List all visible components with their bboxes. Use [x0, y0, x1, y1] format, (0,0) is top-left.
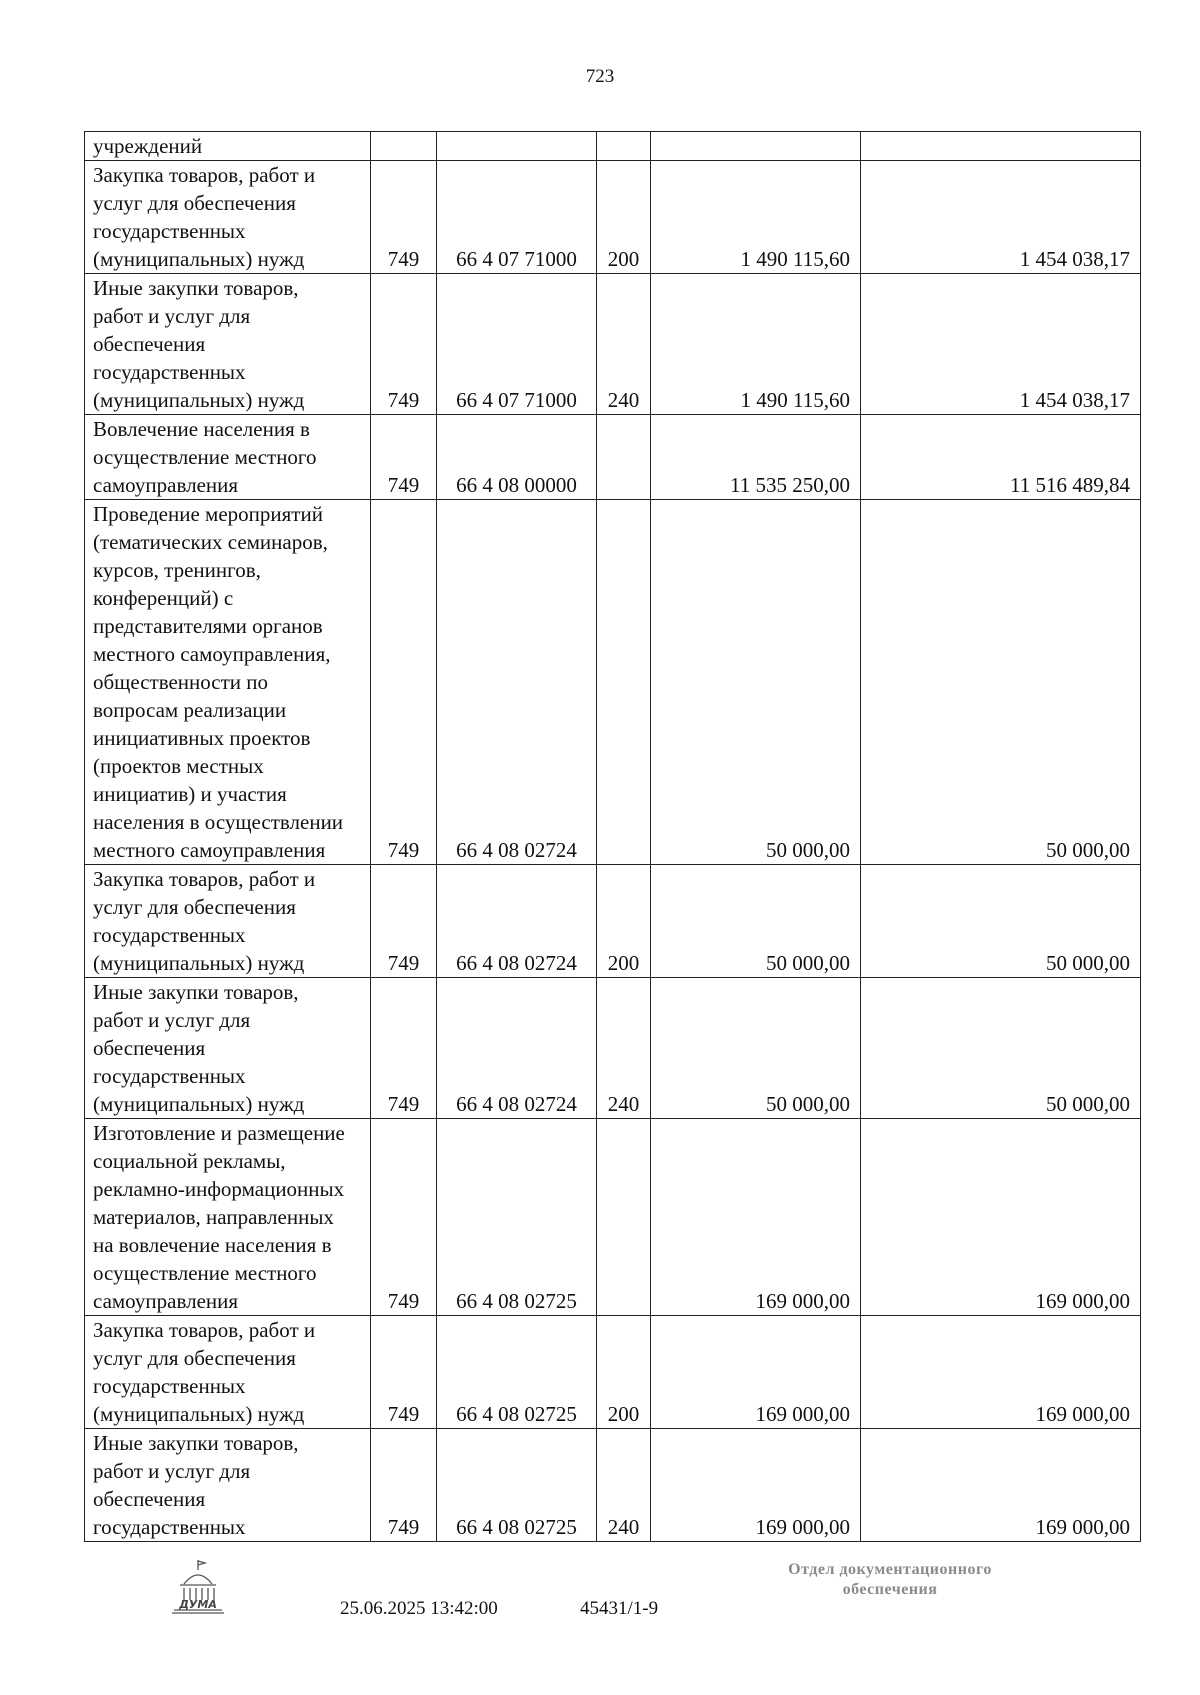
- row-gl: 749: [371, 274, 437, 415]
- row-name: Вовлечение населения в осуществление местного самоуправления: [85, 415, 371, 500]
- table-row: [85, 274, 1141, 415]
- row-gl: 749: [371, 1316, 437, 1429]
- row-sum-2: 11 516 489,84: [861, 415, 1141, 500]
- department-stamp: Отдел документационного обеспечения: [788, 1561, 992, 1598]
- row-name: Изготовление и размещение социальной рекламы, рекламно-информационных материалов, направленных на вовлечение населения в осуществление местного самоуправления: [85, 1119, 371, 1316]
- row-sum-2: 169 000,00: [861, 1429, 1141, 1542]
- row-name: Иные закупки товаров, работ и услуг для обеспечения государственных (муниципальных) нужд: [85, 978, 371, 1119]
- row-vr: 240: [597, 1429, 651, 1542]
- row-csr: 66 4 08 02725: [437, 1119, 597, 1316]
- row-csr: 66 4 08 02724: [437, 978, 597, 1119]
- row-sum-1: 169 000,00: [651, 1316, 861, 1429]
- row-sum-2: 169 000,00: [861, 1119, 1141, 1316]
- row-name: Проведение мероприятий (тематических семинаров, курсов, тренингов, конференций) с представителями органов местного самоуправления, общественности по вопросам реализации инициативных проектов (проектов местных инициатив) и участия населения в осуществлении местного самоуправления: [85, 500, 371, 865]
- footer-datetime: 25.06.2025 13:42:00: [340, 1598, 498, 1619]
- row-sum-1: 169 000,00: [651, 1429, 861, 1542]
- row-csr: 66 4 08 02725: [437, 1316, 597, 1429]
- row-csr: 66 4 08 02724: [437, 865, 597, 978]
- row-gl: 749: [371, 161, 437, 274]
- row-sum-2: 169 000,00: [861, 1316, 1141, 1429]
- row-gl: [371, 132, 437, 161]
- row-sum-2: 1 454 038,17: [861, 161, 1141, 274]
- row-gl: 749: [371, 865, 437, 978]
- row-vr: [597, 132, 651, 161]
- table-row: [85, 865, 1141, 978]
- row-gl: 749: [371, 1119, 437, 1316]
- row-vr: [597, 415, 651, 500]
- duma-logo: [168, 1558, 228, 1619]
- row-vr: 200: [597, 865, 651, 978]
- row-name: Иные закупки товаров, работ и услуг для обеспечения государственных (муниципальных) нужд: [85, 274, 371, 415]
- row-csr: 66 4 07 71000: [437, 274, 597, 415]
- table-row: [85, 1316, 1141, 1429]
- row-sum-1: 50 000,00: [651, 865, 861, 978]
- row-sum-1: [651, 132, 861, 161]
- row-sum-2: [861, 132, 1141, 161]
- row-sum-1: 1 490 115,60: [651, 161, 861, 274]
- row-name: Иные закупки товаров, работ и услуг для обеспечения государственных: [85, 1429, 371, 1542]
- row-sum-1: 50 000,00: [651, 500, 861, 865]
- row-sum-2: 1 454 038,17: [861, 274, 1141, 415]
- row-vr: [597, 1119, 651, 1316]
- row-sum-2: 50 000,00: [861, 978, 1141, 1119]
- row-csr: 66 4 08 02724: [437, 500, 597, 865]
- row-csr: [437, 132, 597, 161]
- row-sum-1: 1 490 115,60: [651, 274, 861, 415]
- row-name: учреждений: [85, 132, 371, 161]
- row-gl: 749: [371, 500, 437, 865]
- table-row: [85, 1429, 1141, 1542]
- row-sum-1: 11 535 250,00: [651, 415, 861, 500]
- row-vr: [597, 500, 651, 865]
- row-vr: 200: [597, 1316, 651, 1429]
- row-gl: 749: [371, 978, 437, 1119]
- row-sum-1: 169 000,00: [651, 1119, 861, 1316]
- row-csr: 66 4 07 71000: [437, 161, 597, 274]
- table-row: [85, 978, 1141, 1119]
- row-sum-2: 50 000,00: [861, 865, 1141, 978]
- row-csr: 66 4 08 02725: [437, 1429, 597, 1542]
- row-csr: 66 4 08 00000: [437, 415, 597, 500]
- row-gl: 749: [371, 415, 437, 500]
- table-row: [85, 161, 1141, 274]
- row-name: Закупка товаров, работ и услуг для обеспечения государственных (муниципальных) нужд: [85, 1316, 371, 1429]
- page-number: 723: [585, 66, 615, 87]
- row-sum-1: 50 000,00: [651, 978, 861, 1119]
- row-gl: 749: [371, 1429, 437, 1542]
- budget-table: [84, 131, 1141, 1542]
- row-vr: 240: [597, 274, 651, 415]
- duma-logo-text: ДУМА: [179, 1598, 217, 1611]
- row-vr: 200: [597, 161, 651, 274]
- table-row: [85, 415, 1141, 500]
- footer-doc-number: 45431/1-9: [580, 1598, 659, 1619]
- table-row: [85, 1119, 1141, 1316]
- table-row: [85, 132, 1141, 161]
- row-name: Закупка товаров, работ и услуг для обеспечения государственных (муниципальных) нужд: [85, 865, 371, 978]
- table-row: [85, 500, 1141, 865]
- row-name: Закупка товаров, работ и услуг для обеспечения государственных (муниципальных) нужд: [85, 161, 371, 274]
- row-vr: 240: [597, 978, 651, 1119]
- row-sum-2: 50 000,00: [861, 500, 1141, 865]
